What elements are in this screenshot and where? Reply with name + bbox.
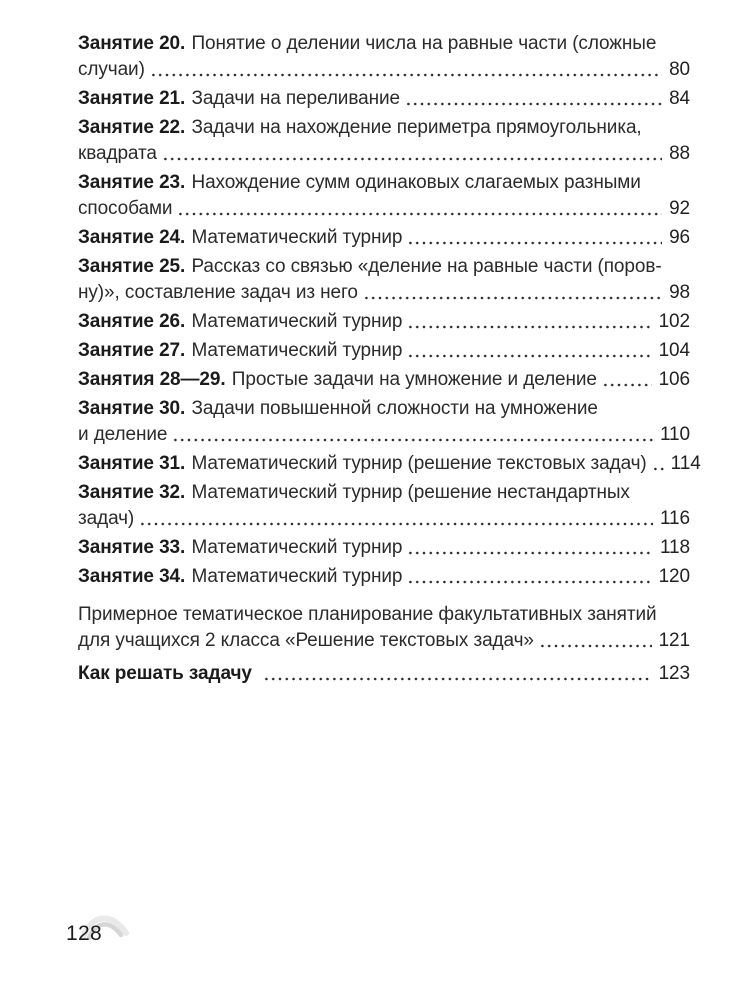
- toc-page-number: 118: [660, 537, 690, 558]
- toc-entry: [78, 31, 690, 83]
- dot-leader: [162, 141, 662, 167]
- toc-entry-title: задач): [78, 508, 135, 529]
- toc-entry: [78, 602, 690, 654]
- dot-leader: [407, 309, 651, 335]
- toc-line: [78, 506, 690, 532]
- dot-leader: [407, 535, 653, 561]
- toc-entry-label: Занятие 32.: [78, 482, 186, 503]
- dot-leader: [150, 57, 662, 83]
- toc-line: [78, 422, 690, 448]
- toc-entry-title: способами: [78, 198, 173, 219]
- dot-leader: [172, 422, 653, 448]
- toc-entry: [78, 170, 690, 222]
- toc-entry-title: Задачи на переливание: [191, 88, 400, 109]
- folio-page-number: 128: [66, 922, 102, 945]
- toc-entry-label: Занятие 31.: [78, 453, 186, 474]
- toc-entry: [78, 396, 690, 448]
- toc-line: [78, 480, 690, 506]
- toc-entry: [78, 661, 690, 687]
- toc-entry-label: Занятие 24.: [78, 227, 186, 248]
- dot-leader: [407, 338, 651, 364]
- toc-entry-label: Занятие 34.: [78, 566, 186, 587]
- toc-line: [78, 280, 690, 306]
- toc-line: [78, 535, 690, 561]
- toc-entry-title: случаи): [78, 59, 145, 80]
- toc-entry-title: Математический турнир (решение текстовых задач): [191, 453, 647, 474]
- toc-entry-label: Занятие 22.: [78, 117, 186, 138]
- toc-page-number: 98: [669, 282, 690, 303]
- toc-entry-label: Занятие 20.: [78, 33, 186, 54]
- toc-line: [78, 57, 690, 83]
- dot-leader: [405, 86, 662, 112]
- toc-page-number: 121: [658, 630, 690, 651]
- toc-entry-label: Занятие 23.: [78, 172, 186, 193]
- toc-line: [78, 254, 690, 280]
- toc-entry-title: Математический турнир: [191, 227, 403, 248]
- toc-entry-title: Нахождение сумм одинаковых слагаемых разными: [191, 172, 641, 193]
- toc-entry-title: ну)», составление задач из него: [78, 282, 358, 303]
- toc-page-number: 120: [658, 566, 690, 587]
- toc-entry: [78, 535, 690, 561]
- dot-leader: [177, 196, 662, 222]
- toc-line: [78, 661, 690, 687]
- toc-entry: [78, 367, 690, 393]
- toc-entry-label: Занятие 30.: [78, 398, 186, 419]
- dot-leader: [407, 564, 651, 590]
- toc-entry-title: Математический турнир (решение нестандартных: [191, 482, 630, 503]
- dot-leader: [263, 661, 651, 687]
- toc-line: [78, 451, 701, 477]
- toc-line: [78, 86, 690, 112]
- toc-entry-label: Занятие 33.: [78, 537, 186, 558]
- toc-entry-label: Занятие 25.: [78, 256, 186, 277]
- toc-entry-title: Задачи повышенной сложности на умножение: [191, 398, 598, 419]
- toc-line: [78, 141, 690, 167]
- toc-entry: [78, 480, 690, 532]
- toc-entry: [78, 225, 690, 251]
- toc-entry-label: Как решать задачу: [78, 663, 252, 684]
- toc-page-number: 106: [658, 369, 690, 390]
- toc-page-number: 114: [670, 453, 701, 474]
- dot-leader: [407, 225, 662, 251]
- toc-entry: [78, 451, 701, 477]
- toc-line: [78, 564, 690, 590]
- toc-entry-title: Понятие о делении числа на равные части (сложные: [191, 33, 657, 54]
- toc-extra-section: [78, 602, 690, 687]
- dot-leader: [139, 506, 653, 532]
- toc-page-number: 110: [660, 424, 690, 445]
- toc-line: [78, 628, 690, 654]
- page-footer: [66, 918, 156, 974]
- dot-leader: [602, 367, 652, 393]
- toc-line: [78, 338, 690, 364]
- toc-line: [78, 396, 690, 422]
- toc-page-number: 102: [658, 311, 690, 332]
- toc-page-number: 116: [660, 508, 690, 529]
- toc-entry-title: для учащихся 2 класса «Решение текстовых задач»: [78, 630, 534, 651]
- toc-entry: [78, 309, 690, 335]
- toc-line: [78, 602, 690, 628]
- toc-line: [78, 31, 690, 57]
- toc-entry: [78, 254, 690, 306]
- toc-entry-label: Занятие 21.: [78, 88, 186, 109]
- toc-entry-title: Простые задачи на умножение и деление: [231, 369, 597, 390]
- toc-entry-title: Математический турнир: [191, 537, 403, 558]
- toc-line: [78, 115, 690, 141]
- toc-page-number: 80: [669, 59, 690, 80]
- dot-leader: [363, 280, 662, 306]
- toc-entry-title: Рассказ со связью «деление на равные части (поров-: [191, 256, 662, 277]
- toc-line: [78, 225, 690, 251]
- toc-entry: [78, 338, 690, 364]
- toc-entry-label: Занятие 27.: [78, 340, 186, 361]
- toc-entry-label: Занятие 26.: [78, 311, 186, 332]
- toc-entry: [78, 86, 690, 112]
- dot-leader: [539, 628, 652, 654]
- toc-page-number: 88: [669, 143, 690, 164]
- toc-entry: [78, 115, 690, 167]
- toc-entry-title: Математический турнир: [191, 340, 403, 361]
- toc-line: [78, 196, 690, 222]
- toc-entry-title: и деление: [78, 424, 168, 445]
- toc-line: [78, 367, 690, 393]
- toc-entry-title: Примерное тематическое планирование факультативных занятий: [78, 604, 657, 625]
- toc-page-number: 104: [658, 340, 690, 361]
- toc-page-number: 123: [658, 663, 690, 684]
- toc-page-number: 84: [669, 88, 690, 109]
- toc-page-number: 92: [669, 198, 690, 219]
- toc-entry-title: Математический турнир: [191, 311, 403, 332]
- dot-leader: [652, 451, 664, 477]
- toc-entry: [78, 564, 690, 590]
- toc-line: [78, 309, 690, 335]
- toc-entry-title: Математический турнир: [191, 566, 403, 587]
- toc-page-number: 96: [669, 227, 690, 248]
- toc-line: [78, 170, 690, 196]
- toc-entry-label: Занятия 28—29.: [78, 369, 226, 390]
- toc-entry-title: квадрата: [78, 143, 157, 164]
- toc-entry-title: Задачи на нахождение периметра прямоугольника,: [191, 117, 642, 138]
